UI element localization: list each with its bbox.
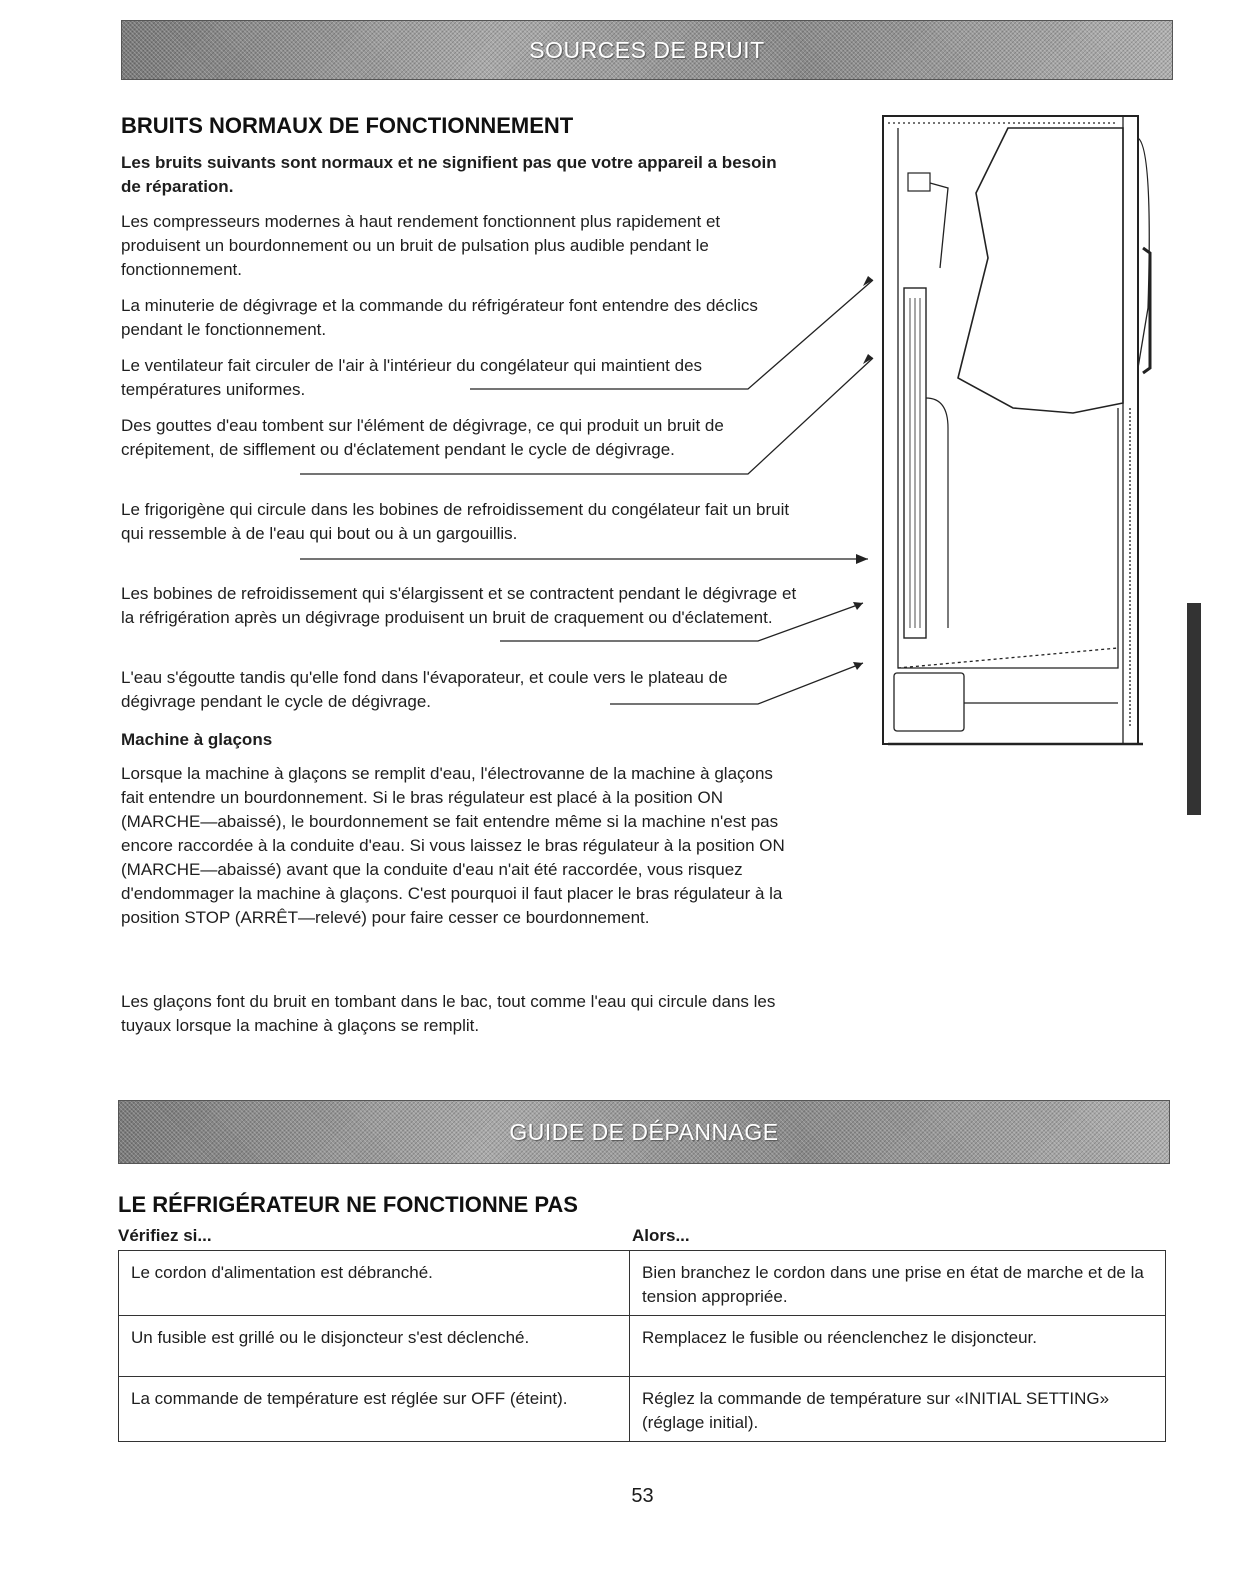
side-index-tab <box>1187 603 1201 815</box>
paragraph-fan: Le ventilateur fait circuler de l'air à l'intérieur du congélateur qui maintient des températures uniformes. <box>121 356 703 399</box>
check-cell: Le cordon d'alimentation est débranché. <box>119 1251 630 1316</box>
column-header-then: Alors... <box>632 1226 690 1245</box>
check-cell: La commande de température est réglée sur OFF (éteint). <box>119 1377 630 1442</box>
solution-cell: Bien branchez le cordon dans une prise en état de marche et de la tension appropriée. <box>630 1251 1166 1316</box>
arrowheads <box>853 276 873 670</box>
column-header-check: Vérifiez si... <box>118 1226 212 1245</box>
cabinet-outline <box>883 116 1138 744</box>
page-number: 53 <box>631 1485 654 1507</box>
intro-paragraph: Les bruits suivants sont normaux et ne signifient pas que votre appareil a besoin de réparation. <box>121 153 777 196</box>
table-row <box>119 1377 1166 1442</box>
paragraph-ice-falling: Les glaçons font du bruit en tombant dans le bac, tout comme l'eau qui circule dans les tuyaux lorsque la machine à glaçons se remplit. <box>121 992 776 1035</box>
solution-cell: Remplacez le fusible ou réenclenchez le disjoncteur. <box>630 1316 1166 1377</box>
ice-maker-paragraph: Lorsque la machine à glaçons se remplit d'eau, l'électrovanne de la machine à glaçons fait entendre un bourdonnement. Si le bras régulateur est placé à la position ON (MARCHE—abaissé), le bourdonnement se fait entendre même si la machine n'est pas encore raccordée à la conduite d'eau. Si vous laissez le bras régulateur à la position ON (MARCHE—abaissé) avant que la conduite d'eau n'ait été raccordée, vous risquez d'endommager la machine à glaçons. C'est pourquoi il faut placer le bras régulateur à la position STOP (ARRÊT—relevé) pour faire cesser ce bourdonnement. <box>121 764 785 927</box>
ice-maker-heading: Machine à glaçons <box>121 730 273 749</box>
solution-cell: Réglez la commande de température sur «INITIAL SETTING» (réglage initial). <box>630 1377 1166 1442</box>
leader-line-coils <box>500 603 863 641</box>
paragraph-evaporator-drip: L'eau s'égoutte tandis qu'elle fond dans l'évaporateur, et coule vers le plateau de dégivrage pendant le cycle de dégivrage. <box>121 668 728 711</box>
paragraph-defrost-timer: La minuterie de dégivrage et la commande du réfrigérateur font entendre des déclics pendant le fonctionnement. <box>121 296 758 339</box>
section-title-not-working: LE RÉFRIGÉRATEUR NE FONCTIONNE PAS <box>118 1192 578 1217</box>
banner-title: GUIDE DE DÉPANNAGE <box>509 1118 779 1145</box>
paragraph-coils: Les bobines de refroidissement qui s'élargissent et se contractent pendant le dégivrage et la réfrigération après un dégivrage produisent un bruit de craquement ou d'éclatement. <box>121 584 797 627</box>
leader-line-water-drops <box>300 358 873 474</box>
check-cell: Un fusible est grillé ou le disjoncteur s'est déclenché. <box>119 1316 630 1377</box>
paragraph-compressor: Les compresseurs modernes à haut rendement fonctionnent plus rapidement et produisent un bourdonnement ou un bruit de pulsation plus audible pendant le fonctionnement. <box>121 212 721 279</box>
leader-line-fan <box>470 280 873 389</box>
arrow-icon <box>856 554 868 564</box>
troubleshooting-table <box>118 1250 1166 1442</box>
section-title-normal-noises: BRUITS NORMAUX DE FONCTIONNEMENT <box>121 113 574 138</box>
banner-title: SOURCES DE BRUIT <box>529 36 765 63</box>
paragraph-refrigerant: Le frigorigène qui circule dans les bobines de refroidissement du congélateur fait un bruit qui ressemble à de l'eau qui bout ou à un gargouillis. <box>121 500 790 543</box>
table-row <box>119 1316 1166 1377</box>
leader-line-drip <box>610 663 863 704</box>
freezer-diagram <box>118 108 1168 768</box>
table-row <box>119 1251 1166 1316</box>
section-banner-noise <box>121 20 1173 80</box>
paragraph-water-drops: Des gouttes d'eau tombent sur l'élément de dégivrage, ce qui produit un bruit de crépitement, de sifflement ou d'éclatement pendant le cycle de dégivrage. <box>121 416 724 459</box>
section-banner-troubleshooting <box>118 1100 1170 1164</box>
